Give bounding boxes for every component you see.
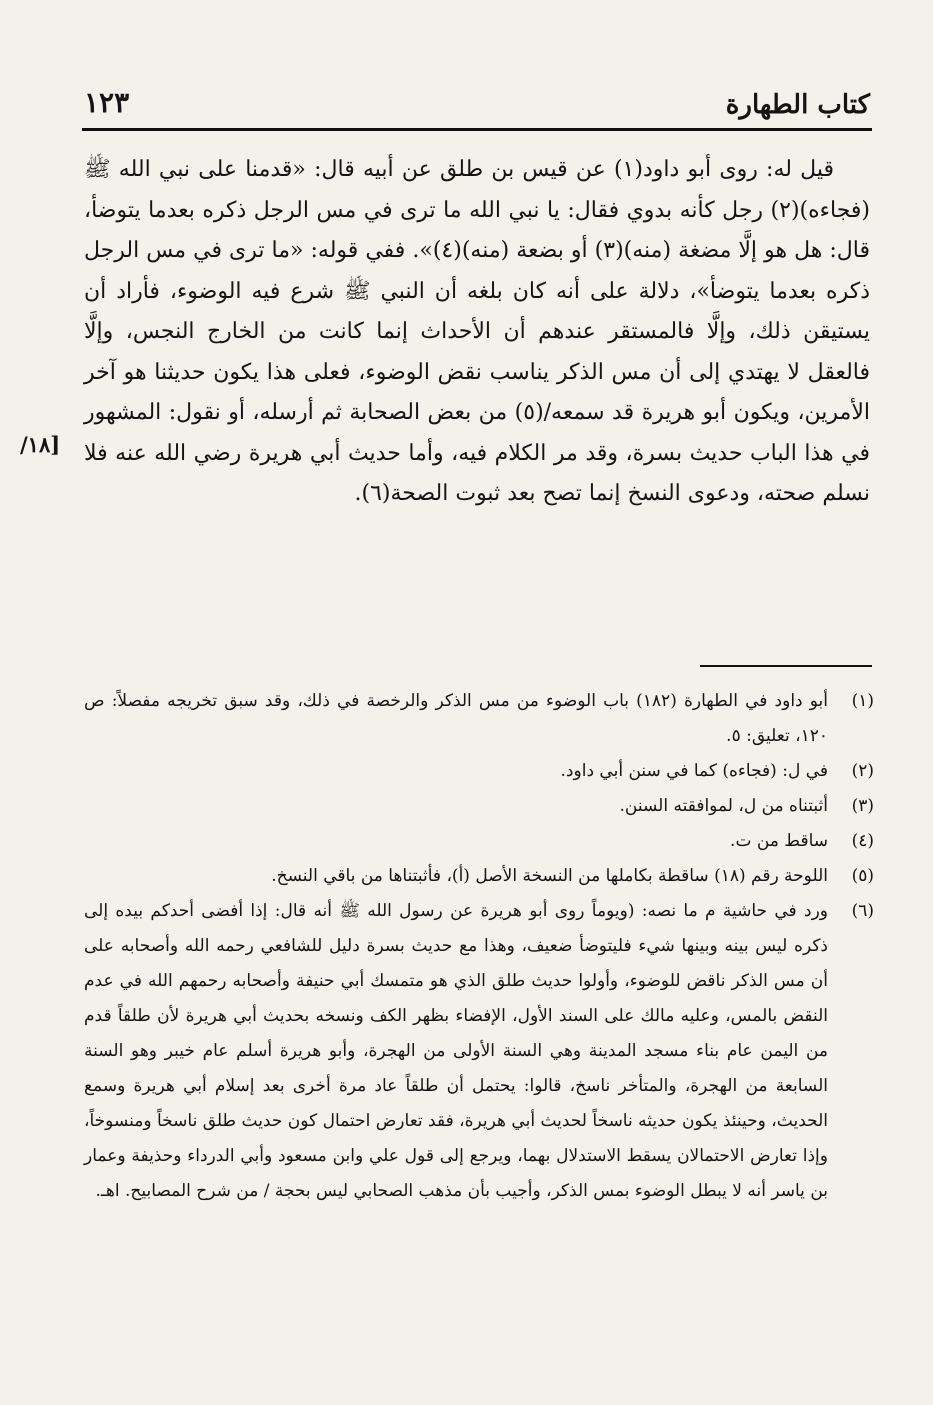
page-number: ١٢٣ <box>84 86 130 119</box>
chapter-title: كتاب الطهارة <box>725 90 870 120</box>
footnote-number: (٣) <box>851 796 874 816</box>
footnote <box>84 754 874 789</box>
footnote-number: (٤) <box>851 831 874 851</box>
footnote-number: (٥) <box>851 866 874 886</box>
footnote-text: في ل: (فجاءه) كما في سنن أبي داود. <box>560 761 828 781</box>
footnote-text: اللوحة رقم (١٨) ساقطة بكاملها من النسخة الأصل (أ)، فأثبتناها من باقي النسخ. <box>271 866 828 886</box>
footnote <box>84 894 874 1209</box>
footnote-number: (٢) <box>851 761 874 781</box>
footnotes <box>84 684 874 1209</box>
footnote-number: (١) <box>851 691 874 711</box>
footnote-text: ساقط من ت. <box>730 831 828 851</box>
footnote <box>84 684 874 754</box>
footnote-text: أثبتناه من ل، لموافقته السنن. <box>619 796 828 816</box>
main-paragraph: قيل له: روى أبو داود(١) عن قيس بن طلق عن أبيه قال: «قدمنا على نبي الله ﷺ (فجاءه)(٢) رجل كأنه بدوي فقال: يا نبي الله ما ترى في مس الرجل ذكره بعدما يتوضأ، قال: هل هو إلَّا مضغة (منه)(٣) أو بضعة (منه)(٤)». ففي قوله: «ما ترى في مس الرجل ذكره بعدما يتوضأ»، دلالة على أنه كان بلغه أن النبي ﷺ شرع فيه الوضوء، فأراد أن يستيقن ذلك، وإلَّا فالمستقر عندهم أن الأحداث إنما كانت من الخارج النجس، وإلَّا فالعقل لا يهتدي إلى أن مس الذكر يناسب نقض الوضوء، فعلى هذا يكون حديثنا هو آخر الأمرين، ويكون أبو هريرة قد سمعه/(٥) من بعض الصحابة ثم أرسله، أو نقول: المشهور في هذا الباب حديث بسرة، وقد مر الكلام فيه، وأما حديث أبي هريرة رضي الله عنه فلا نسلم صحته، ودعوى النسخ إنما تصح بعد ثبوت الصحة(٦). <box>84 157 871 506</box>
footnote-number: (٦) <box>851 901 874 921</box>
footnote <box>84 859 874 894</box>
main-text <box>84 150 870 515</box>
footnote <box>84 824 874 859</box>
footnote <box>84 789 874 824</box>
footnote-text: أبو داود في الطهارة (١٨٢) باب الوضوء من مس الذكر والرخصة في ذلك، وقد سبق تخريجه مفصلاً: ص ١٢٠، تعليق: ٥. <box>84 691 828 746</box>
page-header <box>84 84 870 128</box>
margin-folio-note: [١٨/ <box>20 432 61 457</box>
footnote-separator <box>700 665 872 667</box>
footnote-text: ورد في حاشية م ما نصه: (ويوماً روى أبو هريرة عن رسول الله ﷺ أنه قال: إذا أفضى أحدكم بيده إلى ذكره ليس بينه وبينها شيء فليتوضأ ضعيف، وهذا مع حديث بسرة دليل للشافعي رحمه الله وأصحابه على أن مس الذكر ناقض للوضوء، وأولوا حديث طلق الذي هو متمسك أبي حنيفة وأصحابه رحمهم الله في عدم النقض بالمس، وعليه مالك على السند الأول، الإفضاء بظهر الكف ونسخه بحديث أبي هريرة لأن طلقاً قدم من اليمن عام بناء مسجد المدينة وهي السنة الأولى من الهجرة، وأبو هريرة أسلم عام خيبر وهو السنة السابعة من الهجرة، والمتأخر ناسخ، قالوا: يحتمل أن طلقاً عاد مرة أخرى بعد إسلام أبي هريرة وسمع الحديث، وحينئذ يكون حديثه ناسخاً لحديث أبي هريرة، فقد تعارض احتمال كون حديث طلق ناسخاً ومنسوخاً، وإذا تعارض الاحتمالان يسقط الاستدلال بهما، ويرجع إلى قول علي وابن مسعود وأبي الدرداء وحذيفة وعمار بن ياسر أنه لا يبطل الوضوء بمس الذكر، وأجيب بأن مذهب الصحابي ليس بحجة / من شرح المصابيح. اهـ. <box>84 901 828 1201</box>
header-rule <box>82 128 872 131</box>
